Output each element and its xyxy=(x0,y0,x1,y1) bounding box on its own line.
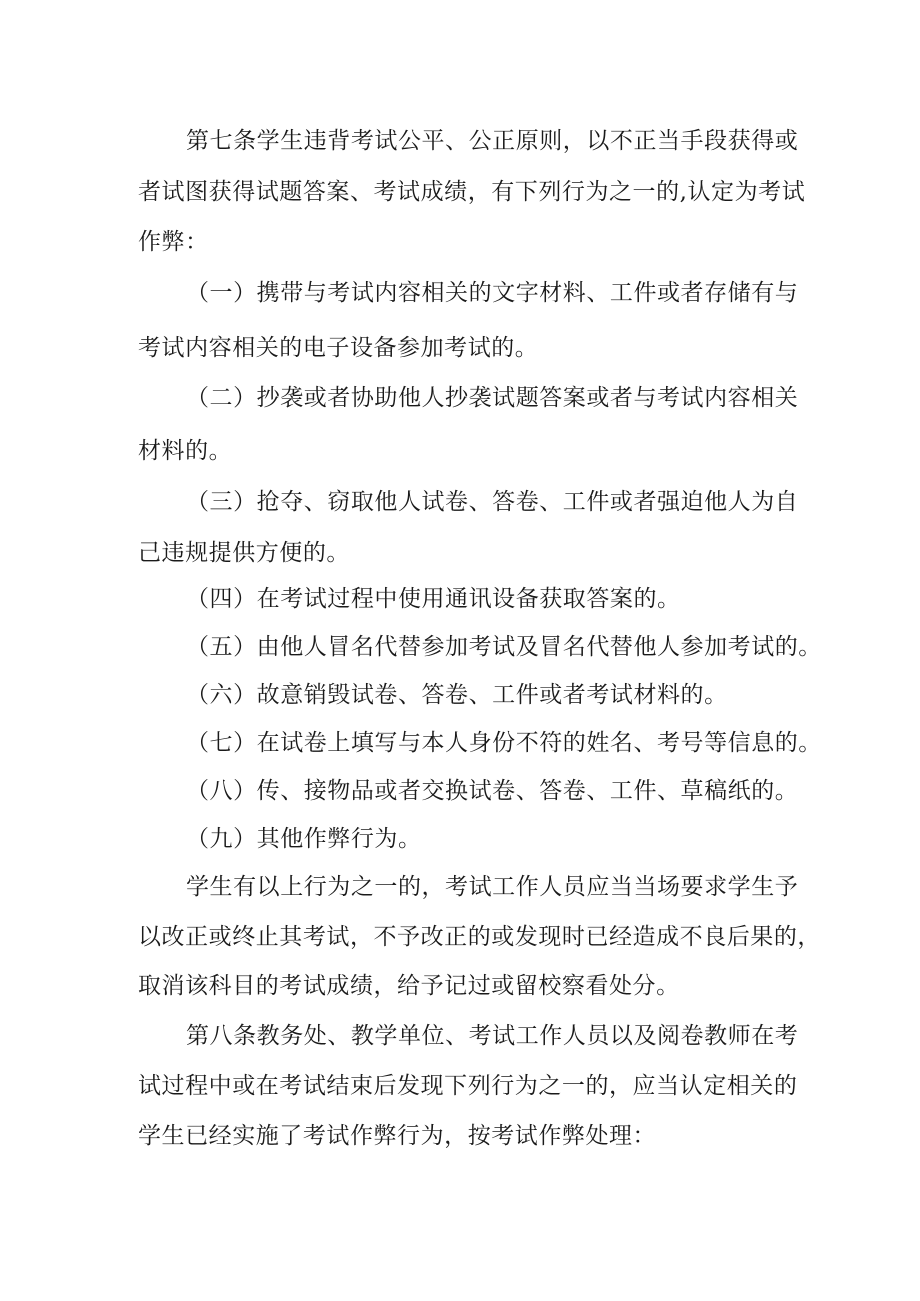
article-8-line-2: 试过程中或在考试结束后发现下列行为之一的，应当认定相关的 xyxy=(138,1073,798,1099)
article-7-intro-line-1: 第七条学生违背考试公平、公正原则，以不正当手段获得或 xyxy=(186,128,799,154)
penalty-paragraph-line-1: 学生有以上行为之一的，考试工作人员应当当场要求学生予 xyxy=(186,874,799,900)
item-2-line-1: （二）抄袭或者协助他人抄袭试题答案或者与考试内容相关 xyxy=(186,385,799,411)
article-7-intro-line-2: 者试图获得试题答案、考试成绩，有下列行为之一的,认定为考试 xyxy=(138,179,806,205)
item-8: （八）传、接物品或者交换试卷、答卷、工件、草稿纸的。 xyxy=(186,778,799,804)
article-7-intro-line-3: 作弊： xyxy=(138,229,209,255)
item-4: （四）在考试过程中使用通讯设备获取答案的。 xyxy=(186,586,681,612)
article-8-line-3: 学生已经实施了考试作弊行为，按考试作弊处理： xyxy=(138,1123,657,1149)
item-3-line-1: （三）抢夺、窃取他人试卷、答卷、工件或者强迫他人为自 xyxy=(186,489,799,515)
item-9: （九）其他作弊行为。 xyxy=(186,826,422,852)
item-1-line-1: （一）携带与考试内容相关的文字材料、工件或者存储有与 xyxy=(186,280,799,306)
item-2-line-2: 材料的。 xyxy=(138,438,233,464)
penalty-paragraph-line-3: 取消该科目的考试成绩，给予记过或留校察看处分。 xyxy=(138,973,680,999)
item-1-line-2: 考试内容相关的电子设备参加考试的。 xyxy=(138,335,539,361)
item-7: （七）在试卷上填写与本人身份不符的姓名、考号等信息的。 xyxy=(186,730,822,756)
item-3-line-2: 己违规提供方便的。 xyxy=(138,540,350,566)
article-8-line-1: 第八条教务处、教学单位、考试工作人员以及阅卷教师在考 xyxy=(186,1023,799,1049)
item-6: （六）故意销毁试卷、答卷、工件或者考试材料的。 xyxy=(186,682,728,708)
item-5: （五）由他人冒名代替参加考试及冒名代替他人参加考试的。 xyxy=(186,634,822,660)
penalty-paragraph-line-2: 以改正或终止其考试，不予改正的或发现时已经造成不良后果的， xyxy=(138,924,821,950)
